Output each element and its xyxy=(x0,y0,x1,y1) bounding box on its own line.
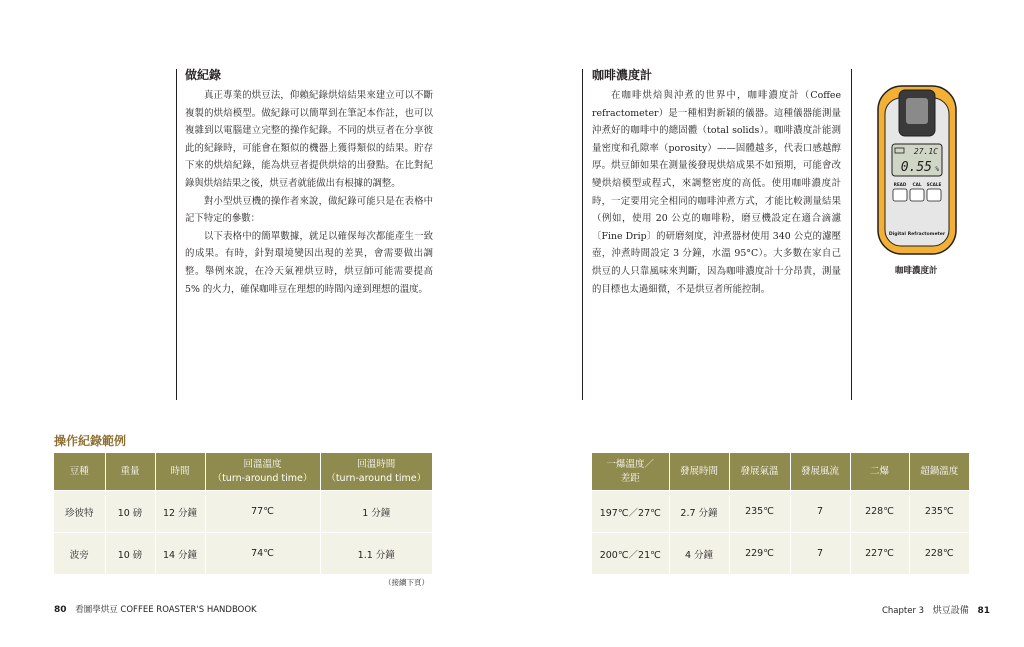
device-reading-top: 27.1C xyxy=(913,147,938,156)
table-cell: 235℃ xyxy=(909,491,969,533)
left-section-title: 做紀錄 xyxy=(185,68,222,82)
table-row xyxy=(592,491,969,533)
header-first-crack: 一爆溫度／ 差距 xyxy=(592,453,669,491)
left-footer xyxy=(54,603,257,615)
table-cell: 10 磅 xyxy=(105,491,155,533)
left-page-number: 80 xyxy=(54,605,67,615)
device-reading-main: 0.55 xyxy=(900,160,932,175)
right-section-title: 咖啡濃度計 xyxy=(592,68,653,82)
table-cell: 74℃ xyxy=(205,533,320,575)
table-header-row xyxy=(592,453,969,491)
header-turnaround-time: 回溫時間 （turn-around time） xyxy=(320,453,432,491)
table-row xyxy=(54,491,432,533)
table-cell: 14 分鐘 xyxy=(155,533,205,575)
refractometer-caption: 咖啡濃度計 xyxy=(895,266,938,276)
left-body-text xyxy=(185,87,433,298)
table-cell: 1.1 分鐘 xyxy=(320,533,432,575)
right-page-number: 81 xyxy=(977,606,990,616)
table-cell: 228℃ xyxy=(909,533,969,575)
table-cell: 7 xyxy=(790,533,850,575)
table-cell: 2.7 分鐘 xyxy=(669,491,729,533)
table-cell: 10 磅 xyxy=(105,533,155,575)
device-btn-cal-label: CAL xyxy=(912,182,922,187)
left-column-rule xyxy=(176,69,177,400)
header-time: 時間 xyxy=(155,453,205,491)
device-btn-read-label: READ xyxy=(893,182,907,187)
right-column-rule-left xyxy=(582,69,583,400)
left-paragraph-2: 對小型烘豆機的操作者來說，做紀錄可能只是在表格中記下特定的參數： xyxy=(185,195,433,225)
right-column-rule-right xyxy=(851,69,852,400)
header-weight: 重量 xyxy=(105,453,155,491)
header-variety: 豆種 xyxy=(54,453,105,491)
table-cell: 197℃／27℃ xyxy=(592,491,669,533)
table-cell: 228℃ xyxy=(850,491,909,533)
device-label: Digital Refractometer xyxy=(888,232,946,237)
right-footer xyxy=(882,603,990,616)
table-cell: 波旁 xyxy=(54,533,105,575)
left-footer-text: 看圖學烘豆 COFFEE ROASTER'S HANDBOOK xyxy=(75,605,257,615)
header-development-temp: 發展氣溫 xyxy=(729,453,790,491)
left-paragraph-1: 真正專業的烘豆法，仰賴紀錄烘焙結果來建立可以不斷複製的烘焙模型。做紀錄可以簡單到在筆記本作註，也可以複雜到以電腦建立完整的操作紀錄。不同的烘豆者在分享彼此的紀錄時，可能會在類似的機器上獲得類似的結果。貯存下來的烘焙紀錄，能為烘豆者提供烘焙的出發點。在比對紀錄與烘焙結果之後，烘豆者就能做出有根據的調整。 xyxy=(185,90,433,189)
device-btn-scale-label: SCALE xyxy=(926,182,942,187)
table-cell: 227℃ xyxy=(850,533,909,575)
table-cell: 7 xyxy=(790,491,850,533)
refractometer-icon xyxy=(872,80,962,258)
table-cell: 珍彼特 xyxy=(54,491,105,533)
header-second-crack: 二爆 xyxy=(850,453,909,491)
table-cell: 12 分鐘 xyxy=(155,491,205,533)
table-row xyxy=(54,533,432,575)
header-drop-temp: 超鍋溫度 xyxy=(909,453,969,491)
device-reading-unit: % xyxy=(935,166,939,173)
header-turnaround-temp: 回溫溫度 （turn-around time） xyxy=(205,453,320,491)
table-row xyxy=(592,533,969,575)
header-development-airflow: 發展風流 xyxy=(790,453,850,491)
continued-note: （接續下頁） xyxy=(384,578,429,587)
header-development-time: 發展時間 xyxy=(669,453,729,491)
table-cell: 235℃ xyxy=(729,491,790,533)
right-footer-chapter: Chapter 3 xyxy=(881,606,925,616)
table-cell: 1 分鐘 xyxy=(320,491,432,533)
table-header-row xyxy=(54,453,432,491)
refractometer-illustration xyxy=(872,80,962,258)
right-paragraph-1: 在咖啡烘焙與沖煮的世界中，咖啡濃度計（Coffee refractometer）是一種相對新穎的儀器。這種儀器能測量沖煮好的咖啡中的總固體（total solids）。咖啡濃度計能測量密度和孔隙率（porosity）——固體越多，代表口感越醇厚。烘豆師如果在測量後發現烘焙成果不如預期，可能會改變烘焙模型或程式，來調整密度的高低。使用咖啡濃度計時，一定要用完全相同的咖啡沖煮方式，才能比較測量結果（例如，使用 20 公克的咖啡粉，磨豆機設定在適合滴濾〔Fine Drip〕的研磨刻度，沖煮器材使用 340 公克的濾壓壺，沖煮時間設定 3 分鐘，水溫 95°C）。大多數在家自己烘豆的人只靠風味來判斷，因為咖啡濃度計十分昂貴，測量的目標也太過細微，不是烘豆者所能控制。 xyxy=(592,90,841,295)
right-body-text xyxy=(592,87,841,298)
table-cell: 4 分鐘 xyxy=(669,533,729,575)
table-title: 操作紀錄範例 xyxy=(54,434,127,448)
log-table-left xyxy=(54,453,432,574)
right-footer-section: 烘豆設備 xyxy=(932,606,969,616)
table-cell: 200℃／21℃ xyxy=(592,533,669,575)
table-cell: 77℃ xyxy=(205,491,320,533)
left-paragraph-3: 以下表格中的簡單數據，就足以確保每次都能產生一致的成果。有時，針對環境變因出現的差異，會需要做出調整。舉例來說，在冷天氣裡烘豆時，烘豆師可能需要提高 5% 的火力，確保咖啡豆在理想的時間內達到理想的溫度。 xyxy=(185,230,433,295)
table-cell: 229℃ xyxy=(729,533,790,575)
log-table-right xyxy=(592,453,969,574)
